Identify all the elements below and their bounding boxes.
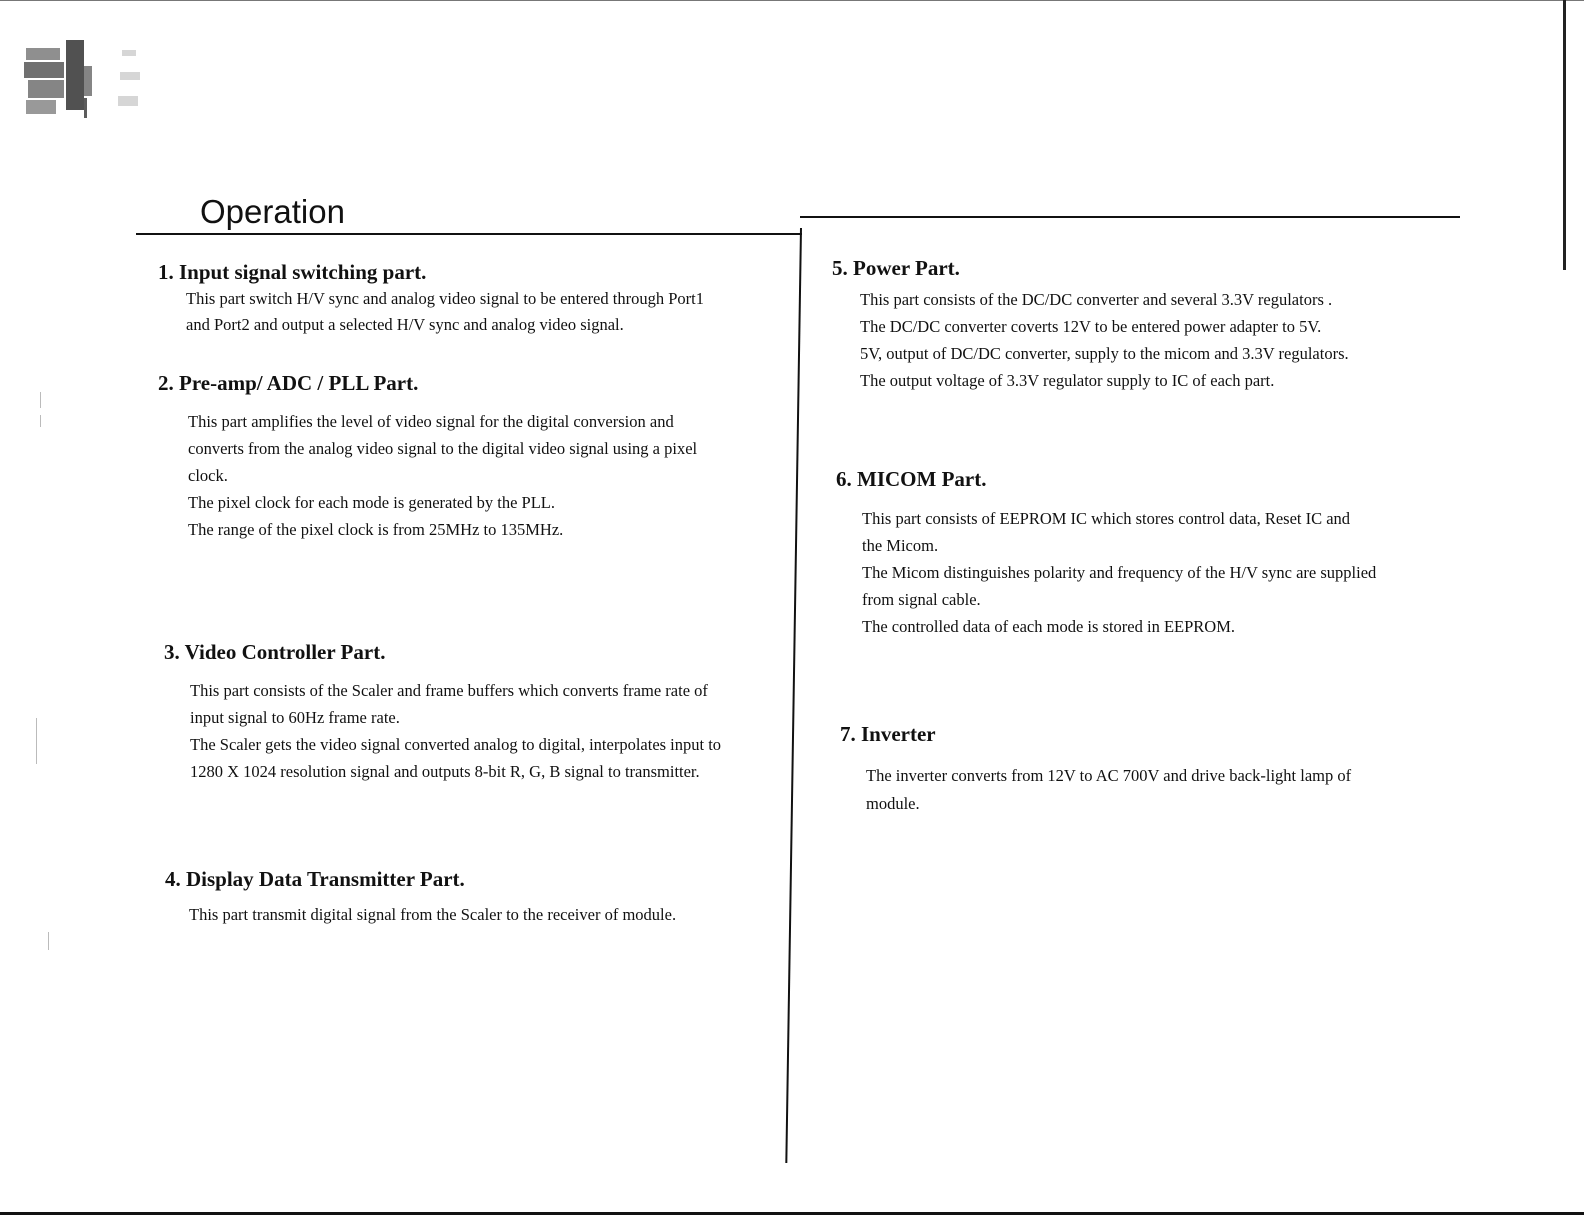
scan-speck xyxy=(36,718,37,764)
section-text-line: This part consists of the Scaler and frame buffers which converts frame rate of xyxy=(190,681,708,700)
section-text-line: The controlled data of each mode is stored in EEPROM. xyxy=(862,617,1235,636)
section-preamp-adc-pll xyxy=(158,370,697,543)
section-input-signal-switching xyxy=(158,259,704,338)
page-title: Operation xyxy=(200,193,345,230)
scan-artifact-mark xyxy=(22,36,152,126)
title-underline-right xyxy=(800,216,1460,218)
scan-top-edge xyxy=(0,0,1584,1)
section-text-line: 1280 X 1024 resolution signal and outputs 8-bit R, G, B signal to transmitter. xyxy=(190,762,700,781)
section-text-line: This part amplifies the level of video signal for the digital conversion and xyxy=(188,412,674,431)
section-text-line: This part consists of EEPROM IC which stores control data, Reset IC and xyxy=(862,509,1351,528)
section-text-line: clock. xyxy=(188,466,228,485)
section-text-line: and Port2 and output a selected H/V sync and analog video signal. xyxy=(186,315,624,334)
section-text-line: input signal to 60Hz frame rate. xyxy=(190,708,400,727)
section-text-line: the Micom. xyxy=(862,536,939,555)
section-text-line: converts from the analog video signal to the digital video signal using a pixel xyxy=(188,439,698,458)
section-text-line: The Micom distinguishes polarity and frequency of the H/V sync are supplied xyxy=(862,563,1377,582)
section-micom xyxy=(836,466,1376,640)
section-display-data-transmitter xyxy=(165,866,676,928)
section-text-line: The pixel clock for each mode is generated by the PLL. xyxy=(188,493,555,512)
section-text-line: This part transmit digital signal from the Scaler to the receiver of module. xyxy=(189,905,677,924)
section-power xyxy=(832,255,1349,394)
section-text-line: The output voltage of 3.3V regulator supply to IC of each part. xyxy=(860,371,1275,390)
section-text-line: The DC/DC converter coverts 12V to be entered power adapter to 5V. xyxy=(860,317,1322,336)
title-underline xyxy=(136,233,802,235)
section-heading: 1. Input signal switching part. xyxy=(158,260,427,284)
scan-speck xyxy=(48,932,49,950)
section-text-line: This part switch H/V sync and analog video signal to be entered through Port1 xyxy=(186,289,704,308)
section-video-controller xyxy=(164,639,721,785)
scan-right-edge xyxy=(1563,0,1566,270)
section-heading: 6. MICOM Part. xyxy=(836,467,987,491)
scan-bottom-edge xyxy=(0,1212,1584,1215)
section-heading: 7. Inverter xyxy=(840,722,936,746)
section-heading: 2. Pre-amp/ ADC / PLL Part. xyxy=(158,371,419,395)
section-text-line: This part consists of the DC/DC converter and several 3.3V regulators . xyxy=(860,290,1333,309)
section-text-line: The range of the pixel clock is from 25MHz to 135MHz. xyxy=(188,520,564,539)
section-text-line: The Scaler gets the video signal converted analog to digital, interpolates input to xyxy=(190,735,722,754)
scan-speck xyxy=(40,392,41,408)
section-text-line: 5V, output of DC/DC converter, supply to the micom and 3.3V regulators. xyxy=(860,344,1349,363)
column-divider xyxy=(785,228,802,1163)
section-text-line: The inverter converts from 12V to AC 700V and drive back-light lamp of xyxy=(866,766,1352,785)
scan-speck xyxy=(40,415,41,427)
section-text-line: from signal cable. xyxy=(862,590,981,609)
section-inverter xyxy=(840,721,1351,818)
section-heading: 3. Video Controller Part. xyxy=(164,640,386,664)
section-heading: 4. Display Data Transmitter Part. xyxy=(165,867,465,891)
section-heading: 5. Power Part. xyxy=(832,256,960,280)
section-text-line: module. xyxy=(866,794,920,813)
